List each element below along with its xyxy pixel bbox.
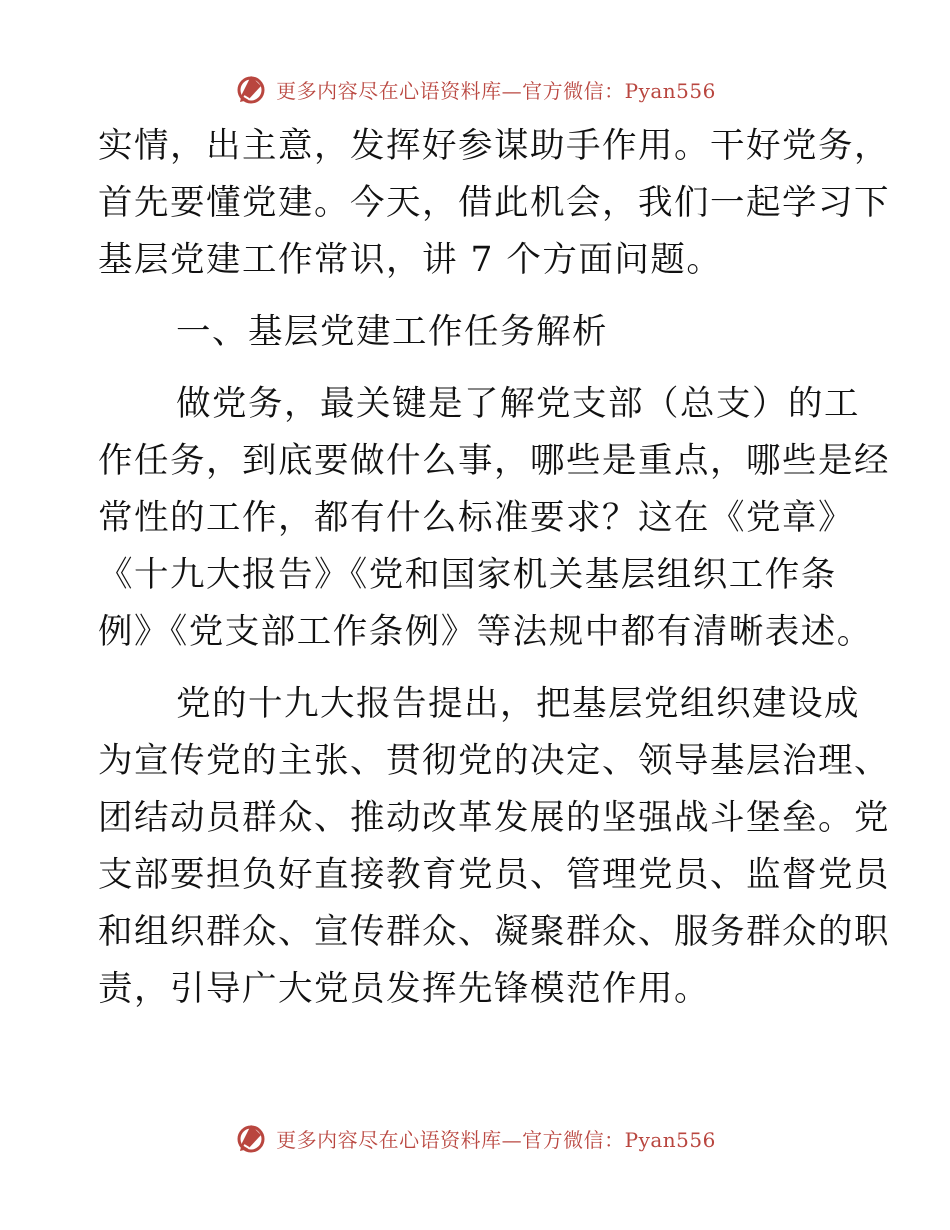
text-line: 作任务，到底要做什么事，哪些是重点，哪些是经	[98, 441, 890, 481]
section-heading-1	[98, 304, 858, 361]
footer-watermark-banner	[0, 1121, 950, 1161]
text-line: 例》《党支部工作条例》等法规中都有清晰表述。	[98, 612, 873, 652]
paragraph-2	[98, 376, 890, 661]
text-line: 党的十九大报告提出，把基层党组织建设成	[176, 684, 860, 724]
text-line: 支部要担负好直接教育党员、管理党员、监督党员	[98, 855, 890, 895]
text-line: 实情，出主意，发挥好参谋助手作用。干好党务，	[98, 126, 890, 166]
pen-circle-logo-icon	[234, 72, 268, 106]
header-watermark-banner	[0, 72, 950, 112]
text-line: 责，引导广大党员发挥先锋模范作用。	[98, 969, 710, 1009]
pen-circle-logo-icon	[234, 1121, 268, 1155]
document-body	[98, 118, 890, 1018]
text-line: 团结动员群众、推动改革发展的坚强战斗堡垒。党	[98, 798, 890, 838]
paragraph-1	[98, 118, 890, 289]
text-line: 和组织群众、宣传群众、凝聚群众、服务群众的职	[98, 912, 890, 952]
text-line: 做党务，最关键是了解党支部（总支）的工	[176, 384, 860, 424]
header-watermark-text: 更多内容尽在心语资料库—官方微信：Pyan556	[276, 78, 716, 103]
text-line: 首先要懂党建。今天，借此机会，我们一起学习下	[98, 183, 890, 223]
text-line: 基层党建工作常识，讲 7 个方面问题。	[98, 240, 723, 280]
text-line: 为宣传党的主张、贯彻党的决定、领导基层治理、	[98, 741, 890, 781]
text-line: 《十九大报告》《党和国家机关基层组织工作条	[98, 555, 837, 595]
text-line: 常性的工作，都有什么标准要求？这在《党章》	[98, 498, 854, 538]
footer-watermark-text: 更多内容尽在心语资料库—官方微信：Pyan556	[276, 1127, 716, 1152]
heading-text: 一、基层党建工作任务解析	[176, 312, 608, 352]
paragraph-3	[98, 676, 890, 1018]
